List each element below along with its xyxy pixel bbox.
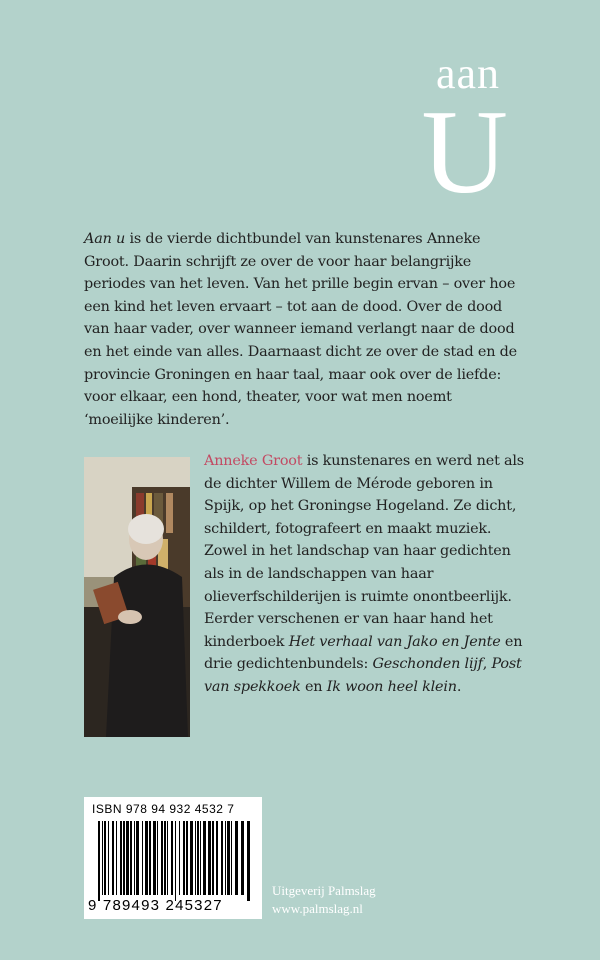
barcode-bar: [179, 821, 180, 895]
author-photo: [84, 457, 190, 737]
barcode-bar: [247, 821, 250, 901]
barcode-bar: [149, 821, 151, 895]
bio-text-1: is kunstenares en werd net als de dichter Willem de Mérode geboren in Spijk, op het Groningse Hogeland. Ze dicht, schildert, fotografeert en maakt muziek. Zowel in het landschap van haar gedichten als in de landschappen van haar olieverfschilderijen is ruimte onontbeerlijk. Eerder verschenen er van haar hand het kinderboek: [204, 453, 524, 650]
barcode-bar: [120, 821, 122, 895]
barcode-bar: [142, 821, 143, 895]
barcode-bar: [175, 821, 176, 901]
barcode-bar: [164, 821, 166, 895]
barcode-bar: [216, 821, 218, 895]
publisher-name: Uitgeverij Palmslag: [272, 883, 376, 898]
barcode-bar: [116, 821, 117, 895]
bio-end: .: [456, 678, 462, 695]
barcode-bar: [102, 821, 103, 895]
author-name: Anneke Groot: [204, 453, 303, 469]
barcode-box: [84, 797, 262, 919]
title-u: U: [421, 85, 508, 218]
bio-book-4: Ik woon heel klein: [326, 678, 457, 695]
title-aan: aan: [435, 49, 500, 98]
barcode-bar: [130, 821, 132, 895]
barcode-bar: [108, 821, 109, 895]
barcode-bar: [235, 821, 238, 895]
publisher-url: www.palmslag.nl: [272, 901, 363, 916]
barcode-bar: [167, 821, 168, 895]
barcode-bar: [225, 821, 226, 895]
blurb-title-italic: Aan u: [84, 231, 126, 247]
barcode-bar: [197, 821, 199, 895]
barcode-bar: [123, 821, 125, 895]
bio-text-2: en drie gedichtenbundels:: [204, 633, 523, 673]
barcode-bar: [241, 821, 244, 895]
barcode-bar: [171, 821, 173, 895]
barcode-bar: [161, 821, 163, 895]
barcode-bar: [136, 821, 139, 895]
barcode-bar: [112, 821, 114, 895]
blurb-text: is de vierde dichtbundel van kunstenares Anneke Groot. Daarin schrijft ze over de voor haar belangrijke periodes van het leven. Van het prille begin ervan – over hoe een kind het leven ervaart – tot aan de dood. Over de dood van haar vader, over wanneer iemand verlangt naar de dood en het einde van alles. Daarnaast dicht ze over de stad en de provincie Groningen en haar taal, maar ook over de liefde: voor elkaar, een hond, theater, voor wat men noemt ‘moeilijke kinderen’.: [84, 231, 517, 428]
isbn-label: ISBN 978 94 932 4532 7: [92, 802, 235, 816]
barcode-bar: [104, 821, 106, 895]
barcode-bar: [200, 821, 201, 895]
author-bio: [204, 450, 524, 699]
barcode-bar: [183, 821, 185, 895]
bio-book-3: Post van spekkoek: [204, 656, 522, 695]
barcode-bar: [190, 821, 193, 895]
barcode-bar: [203, 821, 206, 895]
bio-separator-1: ,: [482, 656, 492, 673]
barcode-bar: [157, 821, 158, 895]
author-photo-illustration: [84, 457, 190, 737]
isbn-digits: 9 789493 245327: [88, 897, 223, 914]
barcode-bar: [153, 821, 156, 895]
barcode-bar: [221, 821, 223, 895]
barcode-bar: [186, 821, 188, 895]
bio-book-1: Het verhaal van Jako en Jente: [288, 633, 501, 650]
barcode-bar: [231, 821, 232, 895]
barcode-bar: [208, 821, 211, 895]
barcode-bar: [212, 821, 214, 895]
bio-separator-2: en: [300, 678, 327, 695]
barcode-bar: [126, 821, 129, 895]
barcode-bar: [98, 821, 100, 901]
barcode-bar: [227, 821, 230, 895]
blurb-paragraph: [84, 228, 518, 431]
bio-book-2: Geschonden lijf: [372, 656, 483, 673]
barcode-bar: [134, 821, 135, 895]
barcode-bar: [195, 821, 196, 895]
barcode-bar: [145, 821, 148, 895]
publisher-info: [272, 882, 376, 918]
